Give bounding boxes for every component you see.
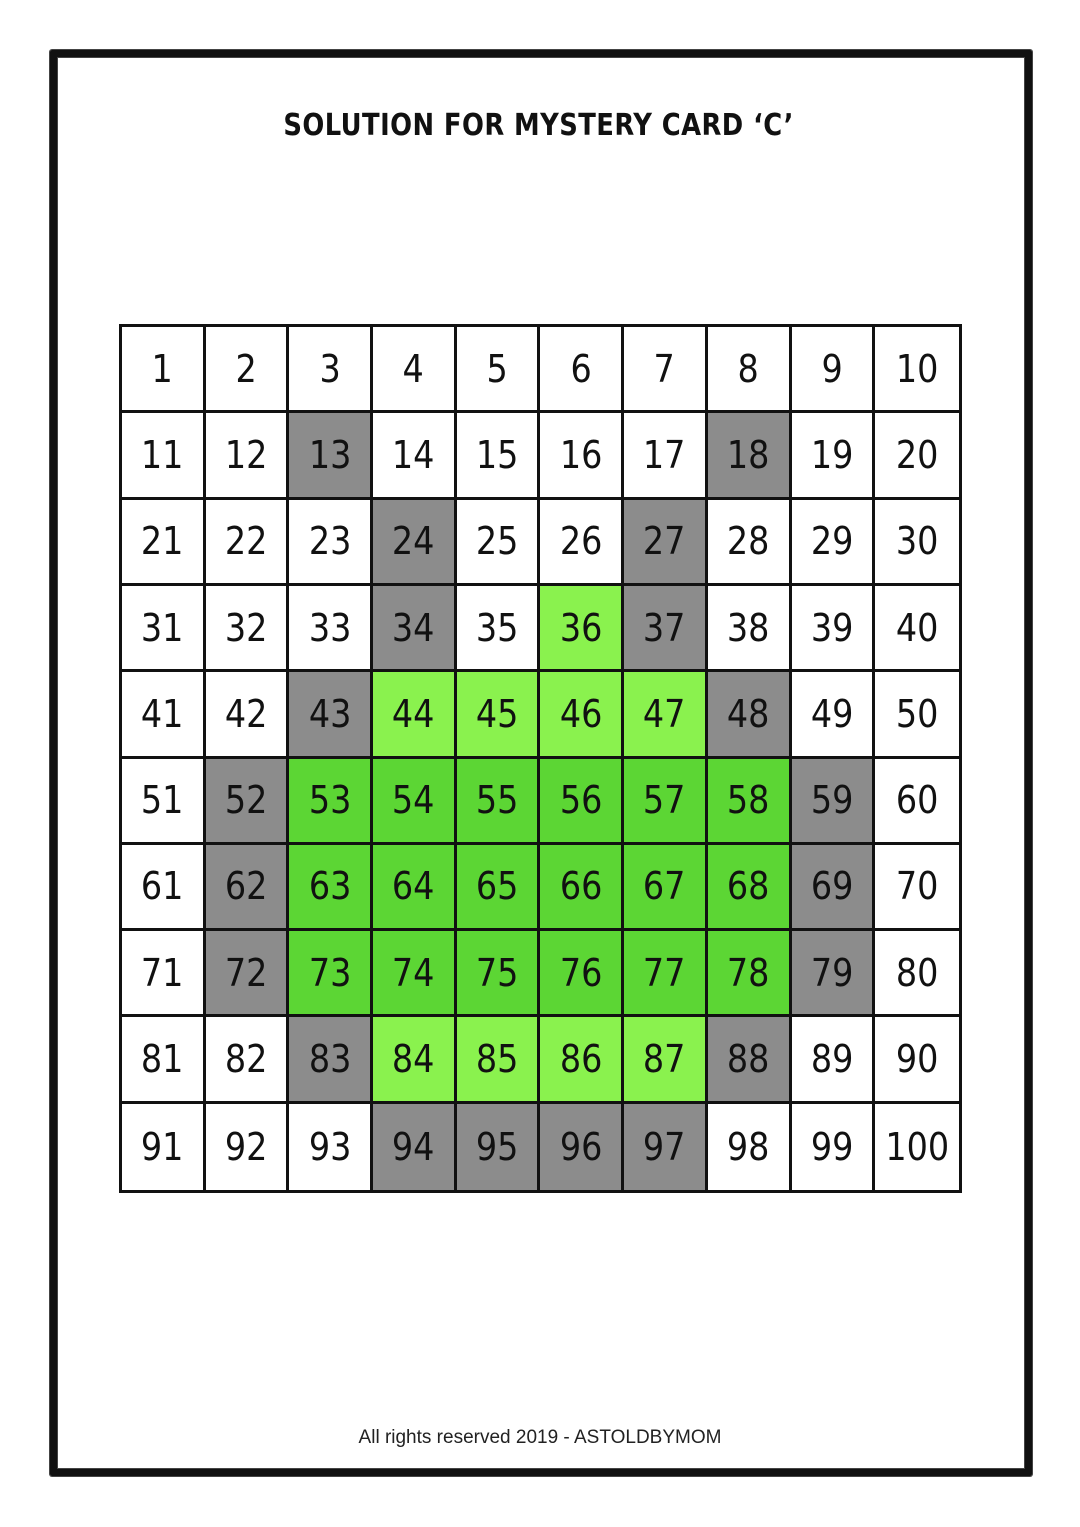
grid-cell xyxy=(624,1017,708,1103)
grid-cell xyxy=(540,1017,624,1103)
cell-number: 13 xyxy=(308,432,352,477)
grid-cell xyxy=(875,759,959,845)
cell-number: 15 xyxy=(475,432,519,477)
cell-number: 69 xyxy=(810,864,854,909)
grid-cell xyxy=(373,586,457,672)
cell-number: 30 xyxy=(895,519,939,564)
grid-cell xyxy=(206,845,290,931)
cell-number: 63 xyxy=(308,864,352,909)
grid-cell xyxy=(875,413,959,499)
grid-cell xyxy=(708,845,792,931)
grid-cell xyxy=(540,931,624,1017)
cell-number: 90 xyxy=(895,1037,939,1082)
cell-number: 72 xyxy=(224,950,268,995)
grid-cell xyxy=(122,845,206,931)
grid-cell xyxy=(122,586,206,672)
grid-cell xyxy=(289,672,373,758)
grid-cell xyxy=(792,1104,876,1190)
cell-number: 42 xyxy=(224,691,268,736)
cell-number: 97 xyxy=(643,1124,686,1169)
cell-number: 25 xyxy=(475,519,519,564)
grid-cell xyxy=(289,327,373,413)
cell-number: 20 xyxy=(895,432,939,477)
grid-cell xyxy=(875,500,959,586)
grid-cell xyxy=(206,500,290,586)
cell-number: 54 xyxy=(392,778,435,823)
grid-cell xyxy=(289,413,373,499)
cell-number: 39 xyxy=(810,605,854,650)
grid-cell xyxy=(206,931,290,1017)
cell-number: 51 xyxy=(141,778,184,823)
grid-cell xyxy=(206,413,290,499)
cell-number: 87 xyxy=(643,1037,686,1082)
grid-cell xyxy=(373,672,457,758)
grid-cell xyxy=(122,327,206,413)
grid-cell xyxy=(373,413,457,499)
cell-number: 84 xyxy=(392,1037,435,1082)
grid-cell xyxy=(792,327,876,413)
grid-cell xyxy=(457,500,541,586)
cell-number: 31 xyxy=(141,605,184,650)
grid-cell xyxy=(792,931,876,1017)
grid-cell xyxy=(206,1017,290,1103)
grid-cell xyxy=(540,1104,624,1190)
grid-cell xyxy=(122,1104,206,1190)
grid-cell xyxy=(540,413,624,499)
cell-number: 34 xyxy=(392,605,435,650)
cell-number: 71 xyxy=(141,950,184,995)
cell-number: 70 xyxy=(895,864,939,909)
grid-cell xyxy=(373,759,457,845)
grid-cell xyxy=(624,586,708,672)
grid-cell xyxy=(289,845,373,931)
grid-cell xyxy=(624,1104,708,1190)
grid-cell xyxy=(457,845,541,931)
cell-number: 79 xyxy=(810,950,854,995)
cell-number: 66 xyxy=(559,864,603,909)
cell-number: 14 xyxy=(392,432,435,477)
grid-cell xyxy=(457,672,541,758)
cell-number: 5 xyxy=(486,346,508,391)
cell-number: 73 xyxy=(308,950,352,995)
grid-cell xyxy=(540,327,624,413)
grid-cell xyxy=(122,931,206,1017)
grid-cell xyxy=(708,500,792,586)
grid-cell xyxy=(708,327,792,413)
cell-number: 45 xyxy=(475,691,519,736)
cell-number: 10 xyxy=(895,346,939,391)
grid-cell xyxy=(875,672,959,758)
cell-number: 23 xyxy=(308,519,352,564)
cell-number: 40 xyxy=(895,605,939,650)
grid-cell xyxy=(122,1017,206,1103)
grid-cell xyxy=(289,931,373,1017)
grid-cell xyxy=(206,1104,290,1190)
cell-number: 85 xyxy=(475,1037,519,1082)
grid-cell xyxy=(875,327,959,413)
cell-number: 64 xyxy=(392,864,435,909)
cell-number: 57 xyxy=(643,778,686,823)
grid-cell xyxy=(206,586,290,672)
cell-number: 53 xyxy=(308,778,352,823)
cell-number: 7 xyxy=(653,346,676,391)
grid-cell xyxy=(122,759,206,845)
grid-cell xyxy=(540,500,624,586)
grid-cell xyxy=(289,759,373,845)
grid-cell xyxy=(624,327,708,413)
cell-number: 12 xyxy=(224,432,268,477)
grid-cell xyxy=(875,586,959,672)
cell-number: 91 xyxy=(141,1124,184,1169)
grid-cell xyxy=(373,500,457,586)
cell-number: 99 xyxy=(810,1124,854,1169)
cell-number: 24 xyxy=(392,519,435,564)
grid-cell xyxy=(792,759,876,845)
grid-cell xyxy=(457,586,541,672)
cell-number: 68 xyxy=(726,864,770,909)
cell-number: 6 xyxy=(570,346,592,391)
cell-number: 77 xyxy=(643,950,686,995)
grid-cell xyxy=(206,759,290,845)
cell-number: 32 xyxy=(224,605,268,650)
cell-number: 19 xyxy=(810,432,854,477)
cell-number: 48 xyxy=(726,691,770,736)
cell-number: 59 xyxy=(810,778,854,823)
grid-cell xyxy=(540,759,624,845)
grid-cell xyxy=(457,931,541,1017)
grid-cell xyxy=(540,845,624,931)
grid-cell xyxy=(708,413,792,499)
grid-cell xyxy=(206,672,290,758)
grid-cell xyxy=(540,586,624,672)
cell-number: 74 xyxy=(392,950,435,995)
grid-cell xyxy=(875,1017,959,1103)
cell-number: 75 xyxy=(475,950,519,995)
grid-cell xyxy=(792,1017,876,1103)
grid-cell xyxy=(289,500,373,586)
cell-number: 17 xyxy=(643,432,686,477)
grid-cell xyxy=(624,845,708,931)
grid-cell xyxy=(708,672,792,758)
cell-number: 41 xyxy=(141,691,184,736)
cell-number: 18 xyxy=(726,432,770,477)
grid-cell xyxy=(708,586,792,672)
cell-number: 67 xyxy=(643,864,686,909)
cell-number: 58 xyxy=(726,778,770,823)
grid-cell xyxy=(708,1104,792,1190)
grid-cell xyxy=(708,931,792,1017)
cell-number: 3 xyxy=(319,346,341,391)
grid-cell xyxy=(122,500,206,586)
cell-number: 2 xyxy=(235,346,257,391)
cell-number: 36 xyxy=(559,605,603,650)
cell-number: 49 xyxy=(810,691,854,736)
cell-number: 43 xyxy=(308,691,352,736)
grid-cell xyxy=(624,672,708,758)
cell-number: 100 xyxy=(885,1124,950,1169)
grid-cell xyxy=(457,1017,541,1103)
page-title: SOLUTION FOR MYSTERY CARD ‘C’ xyxy=(283,108,794,143)
cell-number: 88 xyxy=(726,1037,770,1082)
grid-cell xyxy=(373,327,457,413)
grid-cell xyxy=(122,413,206,499)
cell-number: 50 xyxy=(895,691,939,736)
grid-cell xyxy=(708,759,792,845)
cell-number: 16 xyxy=(559,432,603,477)
cell-number: 38 xyxy=(726,605,770,650)
cell-number: 52 xyxy=(224,778,268,823)
cell-number: 27 xyxy=(643,519,686,564)
cell-number: 44 xyxy=(392,691,435,736)
copyright-footer: All rights reserved 2019 - ASTOLDBYMOM xyxy=(358,1427,722,1448)
grid-cell xyxy=(457,327,541,413)
grid-cell xyxy=(875,1104,959,1190)
grid-cell xyxy=(373,845,457,931)
cell-number: 1 xyxy=(151,346,173,391)
cell-number: 60 xyxy=(895,778,939,823)
cell-number: 35 xyxy=(475,605,519,650)
grid-cell xyxy=(624,500,708,586)
grid-cell xyxy=(373,1017,457,1103)
grid-cell xyxy=(122,672,206,758)
cell-number: 62 xyxy=(224,864,268,909)
cell-number: 65 xyxy=(475,864,519,909)
grid-cell xyxy=(457,413,541,499)
grid-cell xyxy=(792,500,876,586)
grid-cell xyxy=(624,759,708,845)
cell-number: 86 xyxy=(559,1037,603,1082)
cell-number: 47 xyxy=(643,691,686,736)
grid-cell xyxy=(624,413,708,499)
cell-number: 28 xyxy=(726,519,770,564)
cell-number: 80 xyxy=(895,950,939,995)
cell-number: 76 xyxy=(559,950,603,995)
cell-number: 46 xyxy=(559,691,603,736)
grid-cell xyxy=(289,1104,373,1190)
grid-cell xyxy=(875,931,959,1017)
cell-number: 83 xyxy=(308,1037,352,1082)
hundred-chart xyxy=(119,324,962,1193)
grid-cell xyxy=(540,672,624,758)
cell-number: 11 xyxy=(141,432,184,477)
cell-number: 8 xyxy=(737,346,759,391)
cell-number: 81 xyxy=(141,1037,184,1082)
cell-number: 61 xyxy=(141,864,184,909)
cell-number: 89 xyxy=(810,1037,854,1082)
cell-number: 21 xyxy=(141,519,184,564)
cell-number: 92 xyxy=(224,1124,268,1169)
grid-cell xyxy=(373,931,457,1017)
cell-number: 9 xyxy=(821,346,843,391)
grid-cell xyxy=(457,1104,541,1190)
grid-cell xyxy=(289,1017,373,1103)
cell-number: 96 xyxy=(559,1124,603,1169)
grid-cell xyxy=(457,759,541,845)
cell-number: 22 xyxy=(224,519,268,564)
grid-cell xyxy=(875,845,959,931)
cell-number: 82 xyxy=(224,1037,268,1082)
grid-cell xyxy=(792,845,876,931)
cell-number: 33 xyxy=(308,605,352,650)
cell-number: 29 xyxy=(810,519,854,564)
cell-number: 93 xyxy=(308,1124,352,1169)
cell-number: 98 xyxy=(726,1124,770,1169)
cell-number: 55 xyxy=(475,778,519,823)
grid-cell xyxy=(792,413,876,499)
cell-number: 26 xyxy=(559,519,603,564)
grid-cell xyxy=(708,1017,792,1103)
cell-number: 78 xyxy=(726,950,770,995)
cell-number: 56 xyxy=(559,778,603,823)
grid-cell xyxy=(206,327,290,413)
grid-cell xyxy=(624,931,708,1017)
grid-cell xyxy=(289,586,373,672)
cell-number: 4 xyxy=(402,346,425,391)
cell-number: 95 xyxy=(475,1124,519,1169)
grid-cell xyxy=(792,586,876,672)
grid-cell xyxy=(792,672,876,758)
grid-cell xyxy=(373,1104,457,1190)
cell-number: 94 xyxy=(392,1124,435,1169)
cell-number: 37 xyxy=(643,605,686,650)
